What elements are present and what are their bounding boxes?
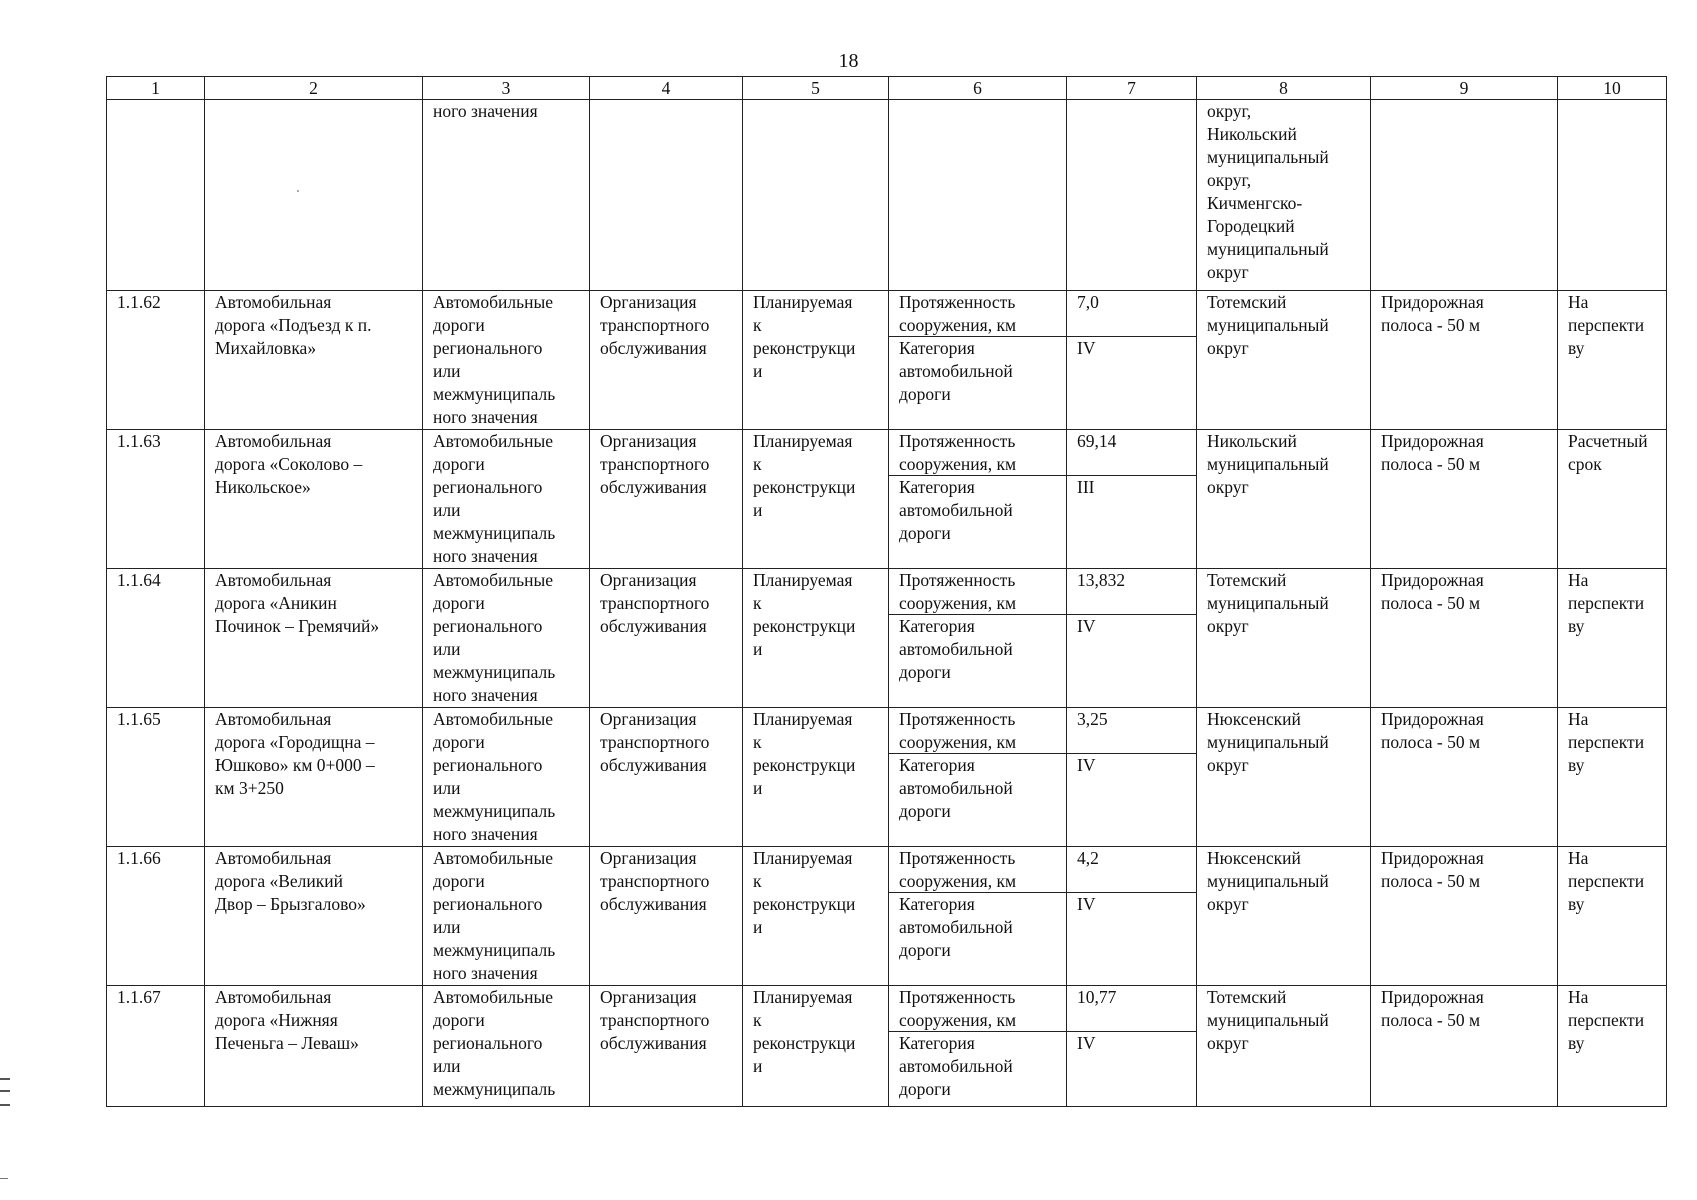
carryover-row [107,100,1667,291]
table-row [107,708,1667,847]
value-cell-bottom: IV [1077,755,1096,775]
column-number: 9 [1371,77,1558,100]
value-cell-bottom: IV [1077,616,1096,636]
purpose-cell: Организация транспортного обслуживания [590,430,743,569]
zone-cell: Придорожная полоса - 50 м [1371,847,1558,986]
purpose-cell: Организация транспортного обслуживания [590,569,743,708]
table-row [107,291,1667,430]
parameter-cell-top: Протяженность сооружения, км [889,569,1066,615]
carryover-location-cell: округ, Никольский муниципальный округ, Кичменгско- Городецкий муниципальный округ [1197,100,1371,291]
table-cell [205,100,423,291]
zone-cell: Придорожная полоса - 50 м [1371,708,1558,847]
table-cell [889,100,1067,291]
road-type-cell: Автомобильные дороги регионального или межмуниципаль ного значения [423,708,590,847]
term-cell: На перспекти ву [1558,847,1667,986]
location-cell: Нюксенский муниципальный округ [1197,847,1371,986]
status-cell: Планируемая к реконструкци и [743,291,889,430]
location-cell: Нюксенский муниципальный округ [1197,708,1371,847]
zone-cell: Придорожная полоса - 50 м [1371,291,1558,430]
table-cell [1371,100,1558,291]
parameter-cell [889,430,1067,569]
value-cell-bottom: III [1077,477,1095,497]
parameter-cell-bottom: Категория автомобильной дороги [899,477,1013,543]
purpose-cell: Организация транспортного обслуживания [590,291,743,430]
table-row [107,430,1667,569]
location-cell: Тотемский муниципальный округ [1197,569,1371,708]
value-cell-top: 69,14 [1067,430,1196,476]
value-cell-top: 4,2 [1067,847,1196,893]
value-cell-top: 3,25 [1067,708,1196,754]
carryover-type-cell: ного значения [423,100,590,291]
purpose-cell: Организация транспортного обслуживания [590,708,743,847]
column-number: 8 [1197,77,1371,100]
road-name-cell: Автомобильная дорога «Соколово – Никольское» [205,430,423,569]
column-number: 1 [107,77,205,100]
status-cell: Планируемая к реконструкци и [743,569,889,708]
table-cell [107,100,205,291]
roads-table [106,76,1667,1107]
parameter-cell-top: Протяженность сооружения, км [889,430,1066,476]
location-cell: Тотемский муниципальный округ [1197,986,1371,1107]
term-cell: На перспекти ву [1558,708,1667,847]
road-name-cell: Автомобильная дорога «Городищна – Юшково» км 0+000 – км 3+250 [205,708,423,847]
zone-cell: Придорожная полоса - 50 м [1371,986,1558,1107]
status-cell: Планируемая к реконструкци и [743,430,889,569]
value-cell-bottom: IV [1077,338,1096,358]
road-name-cell: Автомобильная дорога «Аникин Починок – Гремячий» [205,569,423,708]
location-cell: Тотемский муниципальный округ [1197,291,1371,430]
parameter-cell-top: Протяженность сооружения, км [889,986,1066,1032]
row-number-cell: 1.1.67 [107,986,205,1107]
column-number-row [107,77,1667,100]
parameter-cell [889,708,1067,847]
term-cell: На перспекти ву [1558,569,1667,708]
parameter-cell-bottom: Категория автомобильной дороги [899,755,1013,821]
scan-artifact [297,190,299,192]
location-cell: Никольский муниципальный округ [1197,430,1371,569]
value-cell-bottom: IV [1077,894,1096,914]
value-cell-top: 13,832 [1067,569,1196,615]
road-type-cell: Автомобильные дороги регионального или межмуниципаль ного значения [423,430,590,569]
road-name-cell: Автомобильная дорога «Великий Двор – Брызгалово» [205,847,423,986]
term-cell: На перспекти ву [1558,291,1667,430]
column-number: 4 [590,77,743,100]
value-cell [1067,291,1197,430]
row-number-cell: 1.1.66 [107,847,205,986]
page-number: 18 [838,50,859,72]
parameter-cell [889,986,1067,1107]
term-cell: Расчетный срок [1558,430,1667,569]
value-cell-bottom: IV [1077,1033,1096,1053]
value-cell-top: 7,0 [1067,291,1196,337]
column-number: 2 [205,77,423,100]
term-cell: На перспекти ву [1558,986,1667,1107]
parameter-cell [889,847,1067,986]
status-cell: Планируемая к реконструкци и [743,986,889,1107]
road-name-cell: Автомобильная дорога «Нижняя Печеньга – Леваш» [205,986,423,1107]
road-type-cell: Автомобильные дороги регионального или межмуниципаль ного значения [423,569,590,708]
column-number: 7 [1067,77,1197,100]
value-cell [1067,986,1197,1107]
row-number-cell: 1.1.63 [107,430,205,569]
parameter-cell [889,291,1067,430]
margin-tick [0,1178,8,1179]
road-name-cell: Автомобильная дорога «Подъезд к п. Михайловка» [205,291,423,430]
column-number: 6 [889,77,1067,100]
value-cell [1067,569,1197,708]
parameter-cell [889,569,1067,708]
parameter-cell-bottom: Категория автомобильной дороги [899,1033,1013,1099]
parameter-cell-top: Протяженность сооружения, км [889,291,1066,337]
row-number-cell: 1.1.62 [107,291,205,430]
column-number: 3 [423,77,590,100]
road-type-cell: Автомобильные дороги регионального или межмуниципаль [423,986,590,1107]
parameter-cell-top: Протяженность сооружения, км [889,708,1066,754]
column-number: 5 [743,77,889,100]
value-cell [1067,847,1197,986]
table-cell [1067,100,1197,291]
table-cell [1558,100,1667,291]
table-row [107,986,1667,1107]
purpose-cell: Организация транспортного обслуживания [590,847,743,986]
status-cell: Планируемая к реконструкци и [743,708,889,847]
road-type-cell: Автомобильные дороги регионального или межмуниципаль ного значения [423,847,590,986]
binding-mark [0,1078,10,1106]
row-number-cell: 1.1.64 [107,569,205,708]
table-cell [743,100,889,291]
row-number-cell: 1.1.65 [107,708,205,847]
value-cell [1067,430,1197,569]
parameter-cell-bottom: Категория автомобильной дороги [899,338,1013,404]
road-type-cell: Автомобильные дороги регионального или межмуниципаль ного значения [423,291,590,430]
table-row [107,847,1667,986]
purpose-cell: Организация транспортного обслуживания [590,986,743,1107]
zone-cell: Придорожная полоса - 50 м [1371,430,1558,569]
status-cell: Планируемая к реконструкци и [743,847,889,986]
value-cell [1067,708,1197,847]
column-number: 10 [1558,77,1667,100]
table-row [107,569,1667,708]
parameter-cell-bottom: Категория автомобильной дороги [899,894,1013,960]
parameter-cell-bottom: Категория автомобильной дороги [899,616,1013,682]
value-cell-top: 10,77 [1067,986,1196,1032]
parameter-cell-top: Протяженность сооружения, км [889,847,1066,893]
table-cell [590,100,743,291]
zone-cell: Придорожная полоса - 50 м [1371,569,1558,708]
